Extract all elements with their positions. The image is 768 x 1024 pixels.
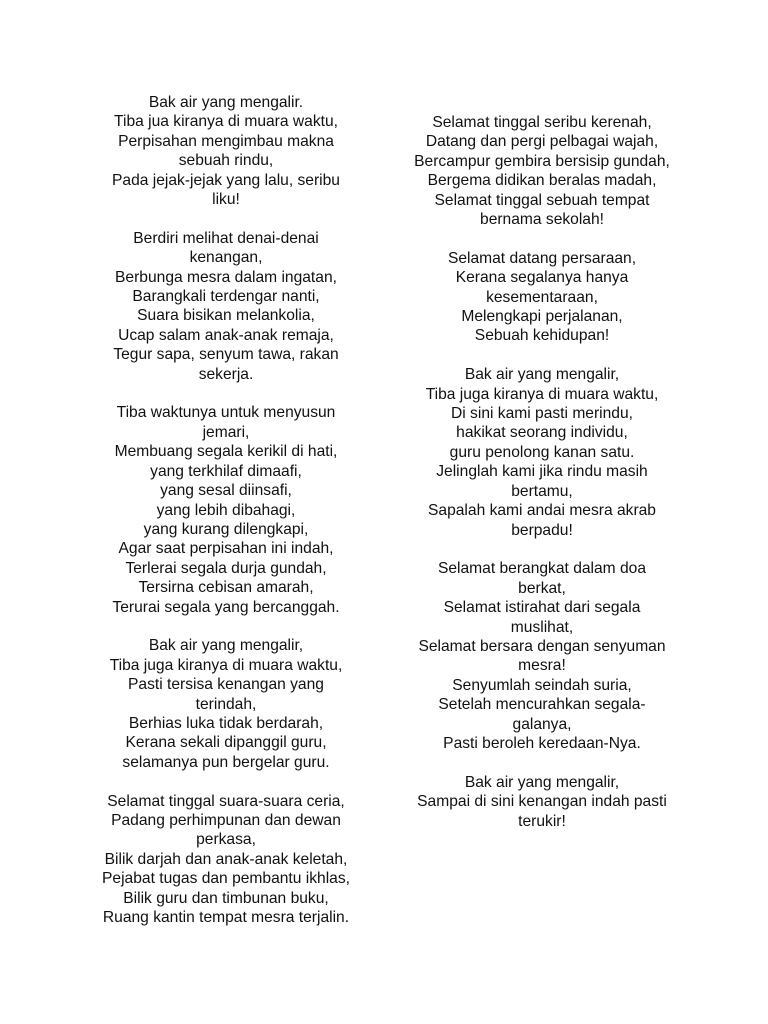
poem-line: Tiba waktunya untuk menyusun	[116, 404, 336, 422]
poem-line: Selamat istirahat dari segala	[443, 599, 641, 617]
poem-line: Terlerai segala durja gundah,	[125, 559, 327, 577]
poem-line: jemari,	[202, 423, 250, 441]
poem-line: Selamat tinggal sebuah tempat	[434, 191, 650, 209]
poem-line: Bak air yang mengalir,	[148, 637, 304, 655]
poem-line: bernama sekolah!	[480, 211, 604, 229]
poem-line: Tiba juga kiranya di muara waktu,	[109, 656, 343, 674]
stanza	[400, 113, 684, 229]
stanza	[400, 559, 684, 753]
poem-line: Bilik darjah dan anak-anak keletah,	[104, 850, 348, 868]
poem-line: Tegur sapa, senyum tawa, rakan	[113, 346, 339, 364]
poem-line: guru penolong kanan satu.	[449, 443, 635, 461]
poem-line: Selamat berangkat dalam doa	[437, 560, 647, 578]
poem-line: Selamat bersara dengan senyuman	[418, 637, 666, 655]
poem-line: Selamat tinggal suara-suara ceria,	[107, 792, 345, 810]
poem-line: Bak air yang mengalir.	[148, 94, 304, 111]
poem-line: kesementaraan,	[486, 288, 598, 306]
poem-line: Padang perhimpunan dan dewan	[111, 811, 341, 829]
poem-line: selamanya pun bergelar guru.	[122, 753, 330, 771]
poem-line: Bilik guru dan timbunan buku,	[123, 889, 329, 907]
poem-line: sekerja.	[198, 365, 254, 383]
poem-line: yang terkhilaf dimaafi,	[150, 462, 302, 480]
poem-line: hakikat seorang individu,	[456, 424, 628, 442]
poem-line: mesra!	[518, 657, 566, 675]
poem-line: Kerana segalanya hanya	[455, 269, 629, 287]
stanza	[400, 365, 684, 540]
poem-line: Melengkapi perjalanan,	[461, 308, 623, 326]
poem-line: Agar saat perpisahan ini indah,	[118, 540, 334, 558]
poem-line: Selamat datang persaraan,	[447, 249, 637, 267]
poem-line: berpadu!	[511, 521, 573, 539]
poem-line: kenangan,	[189, 249, 263, 267]
poem-line: bertamu,	[511, 482, 573, 500]
poem-line: Berdiri melihat denai-denai	[133, 229, 319, 247]
poem-line: Sapalah kami andai mesra akrab	[428, 502, 656, 520]
stanza	[400, 249, 684, 346]
poem-line: Perpisahan mengimbau makna	[118, 132, 334, 150]
poem-line: Senyumlah seindah suria,	[452, 676, 632, 694]
poem-line: Selamat tinggal seribu kerenah,	[432, 114, 652, 131]
poem-line: Ucap salam anak-anak remaja,	[118, 326, 334, 344]
poem-line: yang sesal diinsafi,	[160, 482, 292, 500]
stanza	[400, 773, 684, 831]
poem-line: sebuah rindu,	[178, 152, 274, 170]
poem-line: galanya,	[512, 715, 572, 733]
poem-line: muslihat,	[510, 618, 574, 636]
poem-line: perkasa,	[196, 831, 256, 849]
poem-line: Tiba juga kiranya di muara waktu,	[425, 385, 659, 403]
poem-line: Berbunga mesra dalam ingatan,	[115, 268, 337, 286]
stanza	[88, 403, 364, 616]
stanza	[88, 636, 364, 772]
poem-line: Pejabat tugas dan pembantu ikhlas,	[102, 870, 350, 888]
poem-line: berkat,	[518, 579, 566, 597]
poem-line: Setelah mencurahkan segala-	[438, 696, 646, 714]
poem-line: Di sini kami pasti merindu,	[451, 405, 633, 423]
poem-line: Pasti beroleh keredaan-Nya.	[443, 734, 641, 752]
poem-line: Bak air yang mengalir,	[464, 773, 620, 791]
poem-line: Berhias luka tidak berdarah,	[128, 714, 324, 732]
poem-line: Bak air yang mengalir,	[464, 366, 620, 384]
poem-line: terukir!	[518, 812, 566, 830]
poem-line: Bercampur gembira bersisip gundah,	[414, 152, 670, 170]
poem-line: yang lebih dibahagi,	[156, 501, 296, 519]
stanza	[88, 93, 364, 209]
poem-line: Tersirna cebisan amarah,	[138, 579, 314, 597]
poem-line: Terurai segala yang bercanggah.	[112, 598, 340, 616]
poem-left-column	[88, 93, 364, 947]
poem-line: Suara bisikan melankolia,	[137, 307, 315, 325]
stanza	[88, 229, 364, 384]
poem-line: Tiba jua kiranya di muara waktu,	[114, 113, 338, 131]
stanza	[88, 792, 364, 928]
poem-line: Ruang kantin tempat mesra terjalin.	[102, 909, 350, 926]
poem-line: Datang dan pergi pelbagai wajah,	[425, 133, 659, 151]
poem-line: Jelinglah kami jika rindu masih	[436, 463, 648, 481]
poem-line: liku!	[212, 191, 240, 209]
poem-line: yang kurang dilengkapi,	[143, 520, 309, 538]
poem-line: Kerana sekali dipanggil guru,	[125, 734, 327, 752]
poem-line: Pada jejak-jejak yang lalu, seribu	[112, 171, 340, 189]
poem-line: Sampai di sini kenangan indah pasti	[417, 793, 667, 811]
poem-line: Membuang segala kerikil di hati,	[114, 443, 338, 461]
poem-line: Bergema didikan beralas madah,	[427, 172, 657, 190]
poem-line: Sebuah kehidupan!	[474, 327, 610, 345]
poem-right-column	[400, 113, 684, 850]
poem-line: terindah,	[195, 695, 257, 713]
poem-line: Barangkali terdengar nanti,	[132, 288, 320, 306]
poem-line: Pasti tersisa kenangan yang	[128, 676, 324, 694]
